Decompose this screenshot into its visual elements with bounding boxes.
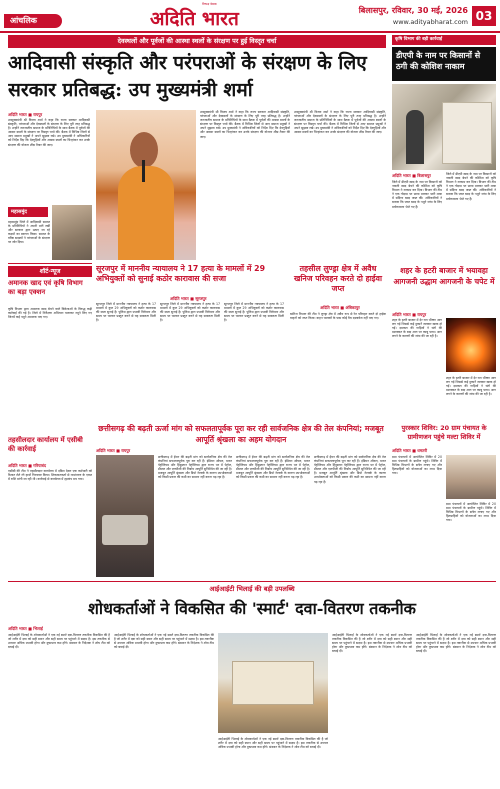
mahasamund-photo — [52, 205, 92, 260]
left-rule — [8, 263, 92, 264]
truck-shape — [102, 515, 148, 545]
dap-body-b: जिले में डीएपी खाद के नाम पर किसानों को नकली खाद बेचने की कोशिश को कृषि विभाग ने नाकाम कर दिया। विभाग की टीम ने एक गोदाम पर छापा मारकर भारी मात्रा में संदिग्ध खाद जब्त की। अधिकारियों ने बताया कि जब्त खाद के नमूने जांच के लिए प्रयोगशाला भेजे गए हैं। — [446, 172, 496, 201]
officer-figure — [406, 110, 424, 164]
court-body-c: सूरजपुर जिले में माननीय न्यायालय ने हत्या के 17 मामलों में कुल 29 अभियुक्तों को कठोर कारावास की सजा सुनाई है। पुलिस द्वारा प्रभावी विवेचना और समय पर चालान प्रस्तुत करने से यह सफलता मिली है। — [224, 302, 284, 323]
oil-photo — [96, 455, 154, 577]
lead-headline: आदिवासी संस्कृति और परंपराओं के संरक्षण के लिए सरकार प्रतिबद्ध: उप मुख्यमंत्री शर्मा — [8, 52, 367, 101]
masthead — [0, 0, 500, 32]
fire-body-b: शहर के हटरी बाजार में देर रात भीषण आग लग गई जिससे कई दुकानें जलकर खाक हो गईं। दमकल की गाड़ियों ने घंटों की मशक्कत के बाद आग पर काबू पाया। आग लगने के कारणों की जांच की जा रही है। — [446, 376, 496, 397]
court-body-b: सूरजपुर जिले में माननीय न्यायालय ने हत्या के 17 मामलों में कुल 29 अभियुक्तों को कठोर कारावास की सजा सुनाई है। पुलिस द्वारा प्रभावी विवेचना और समय पर चालान प्रस्तुत करने से यह सफलता मिली है। — [160, 302, 220, 323]
dateline: बिलासपुर, रविवार, 30 मई, 2026 — [358, 6, 468, 15]
lead-photo — [96, 110, 196, 260]
iit-body-e: आईआईटी भिलाई के शोधकर्ताओं ने एक नई स्मार्ट दवा-वितरण तकनीक विकसित की है जो शरीर में दवा को सही स्थान और सही समय पर पहुंचाने में सक्षम है। इस तकनीक से उपचार अधिक प्रभावी होगा और दुष्प्रभाव कम होंगे। संस्थान के निदेशक ने शोध टीम को बधाई दी। — [416, 633, 496, 654]
court-headline: सूरजपुर में माननीय न्यायालय ने 17 हत्या के मामलों में 29 अभियुक्तों को सुनाई कठोर कारावास की सजा — [96, 264, 266, 283]
iit-body-d: आईआईटी भिलाई के शोधकर्ताओं ने एक नई स्मार्ट दवा-वितरण तकनीक विकसित की है जो शरीर में दवा को सही स्थान और सही समय पर पहुंचाने में सक्षम है। इस तकनीक से उपचार अधिक प्रभावी होगा और दुष्प्रभाव कम होंगे। संस्थान के निदेशक ने शोध टीम को बधाई दी। — [332, 633, 412, 654]
lead-body-col3: उपमुख्यमंत्री श्री विजय शर्मा ने कहा कि राज्य सरकार आदिवासी संस्कृति, परंपराओं और देवस्थलों के संरक्षण के लिए पूरी तरह प्रतिबद्ध है। उन्होंने जनजातीय समाज के प्रतिनिधियों के साथ बैठक में पूर्वजों की आस्था स्थलों के संरक्षण पर विस्तृत चर्चा की। बैठक में विभिन्न जिलों से आए समाज प्रमुखों ने अपने सुझाव रखे। उप मुख्यमंत्री ने अधिकारियों को निर्देश दिए कि देवगुड़ियों और आस्था स्थलों का चिन्हांकन कर उनके संरक्षण की योजना शीघ्र तैयार की जाए। — [294, 110, 386, 135]
logo-text: अदिति भारत — [150, 8, 239, 30]
lead-kicker: देवस्थलों और पूर्वजों की आस्था स्थलों के संरक्षण पर हुई विस्तृत चर्चा — [8, 35, 386, 48]
microphone — [142, 160, 145, 182]
mahasamund-label: महासमुंद — [8, 207, 48, 217]
oil-byline: अदिति भारत ■ रायपुर — [96, 448, 131, 453]
mahasamund-body: महासमुंद जिले में आदिवासी समाज के प्रतिनिधियों ने अपनी मांगें रखीं और सरकार द्वारा उठाए जा रहे कदमों का स्वागत किया। समाज के वरिष्ठ सदस्यों ने परंपराओं के संरक्षण पर जोर दिया। — [8, 220, 50, 245]
speaker-body — [118, 166, 174, 260]
building-shape — [232, 661, 314, 705]
oil-body-a: छत्तीसगढ़ में ईंधन की बढ़ती मांग को सार्वजनिक क्षेत्र की तेल कंपनियां सफलतापूर्वक पूरा कर रही हैं। इंडियन ऑयल, भारत पेट्रोलियम और हिंदुस्तान पेट्रोलियम द्वारा राज्य भर में पेट्रोल, डीजल और एलपीजी की निर्बाध आपूर्ति सुनिश्चित की जा रही है। मजबूत आपूर्ति श्रृंखला और डिपो नेटवर्क के कारण उपभोक्ताओं को किसी प्रकार की कमी का सामना नहीं करना पड़ रहा है। — [158, 455, 232, 480]
oil-body-b: छत्तीसगढ़ में ईंधन की बढ़ती मांग को सार्वजनिक क्षेत्र की तेल कंपनियां सफलतापूर्वक पूरा कर रही हैं। इंडियन ऑयल, भारत पेट्रोलियम और हिंदुस्तान पेट्रोलियम द्वारा राज्य भर में पेट्रोल, डीजल और एलपीजी की निर्बाध आपूर्ति सुनिश्चित की जा रही है। मजबूत आपूर्ति श्रृंखला और डिपो नेटवर्क के कारण उपभोक्ताओं को किसी प्रकार की कमी का सामना नहीं करना पड़ रहा है। — [236, 455, 310, 480]
fire-photo — [446, 318, 496, 372]
logo — [150, 2, 300, 30]
website: www.adityabharat.com — [392, 18, 468, 26]
iit-byline: अदिति भारत ■ भिलाई — [8, 626, 43, 631]
oil-body-c: छत्तीसगढ़ में ईंधन की बढ़ती मांग को सार्वजनिक क्षेत्र की तेल कंपनियां सफलतापूर्वक पूरा कर रही हैं। इंडियन ऑयल, भारत पेट्रोलियम और हिंदुस्तान पेट्रोलियम द्वारा राज्य भर में पेट्रोल, डीजल और एलपीजी की निर्बाध आपूर्ति सुनिश्चित की जा रही है। मजबूत आपूर्ति श्रृंखला और डिपो नेटवर्क के कारण उपभोक्ताओं को किसी प्रकार की कमी का सामना नहीं करना पड़ रहा है। — [314, 455, 386, 484]
camp-headline: पुरस्कार शिविर: 20 ग्राम पंचायत के ग्रामीणजन पहुंचे मल्टा शिविर में — [401, 424, 487, 441]
lead-body-col2: उपमुख्यमंत्री श्री विजय शर्मा ने कहा कि राज्य सरकार आदिवासी संस्कृति, परंपराओं और देवस्थलों के संरक्षण के लिए पूरी तरह प्रतिबद्ध है। उन्होंने जनजातीय समाज के प्रतिनिधियों के साथ बैठक में पूर्वजों की आस्था स्थलों के संरक्षण पर विस्तृत चर्चा की। बैठक में विभिन्न जिलों से आए समाज प्रमुखों ने अपने सुझाव रखे। उप मुख्यमंत्री ने अधिकारियों को निर्देश दिए कि देवगुड़ियों और आस्था स्थलों का चिन्हांकन कर उनके संरक्षण की योजना शीघ्र तैयार की जाए। — [200, 110, 290, 139]
camp-body: ग्राम पंचायतों में आयोजित शिविर में 20 ग्राम पंचायतों के ग्रामीण पहुंचे। शिविर में विभिन्न विभागों के स्टॉल लगाए गए और हितग्राहियों को योजनाओं का लाभ दिया गया। — [392, 455, 442, 476]
court-byline: अदिति भारत ■ सूरजपुर — [170, 296, 207, 301]
bottom-rule — [8, 581, 496, 582]
short1-body: कृषि विभाग द्वारा अमानक खाद बेचने वाले विक्रेताओं के विरुद्ध कड़ी कार्रवाई की गई है। जिले में निरीक्षण अभियान चलाकर नमूने लिए गए जिनमें कई नमूने अमानक पाए गए। — [8, 307, 92, 320]
mining-byline: अदिति भारत ■ अंबिकापुर — [320, 305, 360, 310]
masthead-rule — [0, 31, 500, 33]
short2-byline: अदिति भारत ■ गरियाबंद — [8, 463, 46, 468]
iit-photo — [218, 633, 328, 733]
lead-body-col1: उपमुख्यमंत्री श्री विजय शर्मा ने कहा कि राज्य सरकार आदिवासी संस्कृति, परंपराओं और देवस्थलों के संरक्षण के लिए पूरी तरह प्रतिबद्ध है। उन्होंने जनजातीय समाज के प्रतिनिधियों के साथ बैठक में पूर्वजों की आस्था स्थलों के संरक्षण पर विस्तृत चर्चा की। बैठक में विभिन्न जिलों से आए समाज प्रमुखों ने अपने सुझाव रखे। उप मुख्यमंत्री ने अधिकारियों को निर्देश दिए कि देवगुड़ियों और आस्था स्थलों का चिन्हांकन कर उनके संरक्षण की योजना शीघ्र तैयार की जाए। — [8, 118, 90, 147]
short2-headline: तहसीलदार कार्यालय में एसीबी की कार्रवाई — [8, 436, 83, 453]
camp-byline: अदिति भारत ■ धमतरी — [392, 448, 428, 453]
court-body-a: सूरजपुर जिले में माननीय न्यायालय ने हत्या के 17 मामलों में कुल 29 अभियुक्तों को कठोर कारावास की सजा सुनाई है। पुलिस द्वारा प्रभावी विवेचना और समय पर चालान प्रस्तुत करने से यह सफलता मिली है। — [96, 302, 156, 323]
iit-body-c: आईआईटी भिलाई के शोधकर्ताओं ने एक नई स्मार्ट दवा-वितरण तकनीक विकसित की है जो शरीर में दवा को सही स्थान और सही समय पर पहुंचाने में सक्षम है। इस तकनीक से उपचार अधिक प्रभावी होगा और दुष्प्रभाव कम होंगे। संस्थान के निदेशक ने शोध टीम को बधाई दी। — [218, 737, 328, 750]
fire-headline: शहर के हटरी बाजार में भयावहा आगजनी उद्धाम आगजनी के चपेट में — [393, 266, 495, 286]
camp-photo — [446, 455, 496, 499]
page-number: 03 — [472, 6, 496, 26]
bags-stack — [442, 102, 492, 164]
fire-body: शहर के हटरी बाजार में देर रात भीषण आग लग गई जिससे कई दुकानें जलकर खाक हो गईं। दमकल की गाड़ियों ने घंटों की मशक्कत के बाद आग पर काबू पाया। आग लगने के कारणों की जांच की जा रही है। — [392, 318, 442, 339]
short1-headline: अमानक खाद एवं कृषि विभाग का बड़ा एक्शन — [8, 279, 83, 296]
iit-headline: शोधकर्ताओं ने विकसित की 'स्मार्ट' दवा-वितरण तकनीक — [88, 599, 416, 618]
logo-small: निष्पक्ष बेबाक — [202, 2, 217, 6]
right-tag: कृषि विभाग की बड़ी कार्रवाई — [392, 35, 496, 45]
mining-headline: तहसील लुण्ड्रा क्षेत्र में अवैध खनिज परिवहन करते दो हाईवा जप्त — [294, 264, 382, 293]
shorts-label: शॉर्ट-न्यूज — [8, 266, 92, 277]
short2-body: एसीबी की टीम ने तहसीलदार कार्यालय में दबिश देकर एक कर्मचारी को रिश्वत लेते रंगे हाथों गिरफ्तार किया। शिकायतकर्ता से नामांतरण के एवज में राशि मांगी जा रही थी। कार्रवाई से कार्यालय में हड़कंप मच गया। — [8, 469, 92, 482]
dap-headline: डीएपी के नाम पर किसानों से ठगी की कोशिश नाकाम — [392, 47, 496, 81]
iit-body-a: आईआईटी भिलाई के शोधकर्ताओं ने एक नई स्मार्ट दवा-वितरण तकनीक विकसित की है जो शरीर में दवा को सही स्थान और सही समय पर पहुंचाने में सक्षम है। इस तकनीक से उपचार अधिक प्रभावी होगा और दुष्प्रभाव कम होंगे। संस्थान के निदेशक ने शोध टीम को बधाई दी। — [8, 633, 110, 650]
lead-byline: अदिति भारत ■ रायपुर — [8, 112, 43, 117]
dap-photo — [392, 84, 496, 170]
oil-headline: छत्तीसगढ़ की बढ़ती ऊर्जा मांग को सफलतापूर्वक पूरा कर रही सार्वजनिक क्षेत्र की तेल कंपनियां; मजबूत आपूर्ति श्रृंखला का अहम योगदान — [98, 424, 384, 444]
fire-byline: अदिति भारत ■ रायपुर — [392, 312, 427, 317]
dap-byline: अदिति भारत ■ बिलासपुर — [392, 173, 431, 178]
mining-body: खनिज विभाग की टीम ने लुण्ड्रा क्षेत्र में अवैध रूप से रेत परिवहन करते दो हाईवा वाहनों को जप्त किया। वाहन चालकों के पास कोई वैध दस्तावेज नहीं पाए गए। — [290, 312, 386, 321]
iit-body-b: आईआईटी भिलाई के शोधकर्ताओं ने एक नई स्मार्ट दवा-वितरण तकनीक विकसित की है जो शरीर में दवा को सही स्थान और सही समय पर पहुंचाने में सक्षम है। इस तकनीक से उपचार अधिक प्रभावी होगा और दुष्प्रभाव कम होंगे। संस्थान के निदेशक ने शोध टीम को बधाई दी। — [114, 633, 214, 650]
section-tag: आंचलिक — [4, 14, 62, 28]
iit-kicker: आईआईटी भिलाई की बड़ी उपलब्धि — [209, 585, 295, 593]
camp-body-b: ग्राम पंचायतों में आयोजित शिविर में 20 ग्राम पंचायतों के ग्रामीण पहुंचे। शिविर में विभिन्न विभागों के स्टॉल लगाए गए और हितग्राहियों को योजनाओं का लाभ दिया गया। — [446, 502, 496, 523]
dap-body-a: जिले में डीएपी खाद के नाम पर किसानों को नकली खाद बेचने की कोशिश को कृषि विभाग ने नाकाम कर दिया। विभाग की टीम ने एक गोदाम पर छापा मारकर भारी मात्रा में संदिग्ध खाद जब्त की। अधिकारियों ने बताया कि जब्त खाद के नमूने जांच के लिए प्रयोगशाला भेजे गए हैं। — [392, 180, 442, 209]
